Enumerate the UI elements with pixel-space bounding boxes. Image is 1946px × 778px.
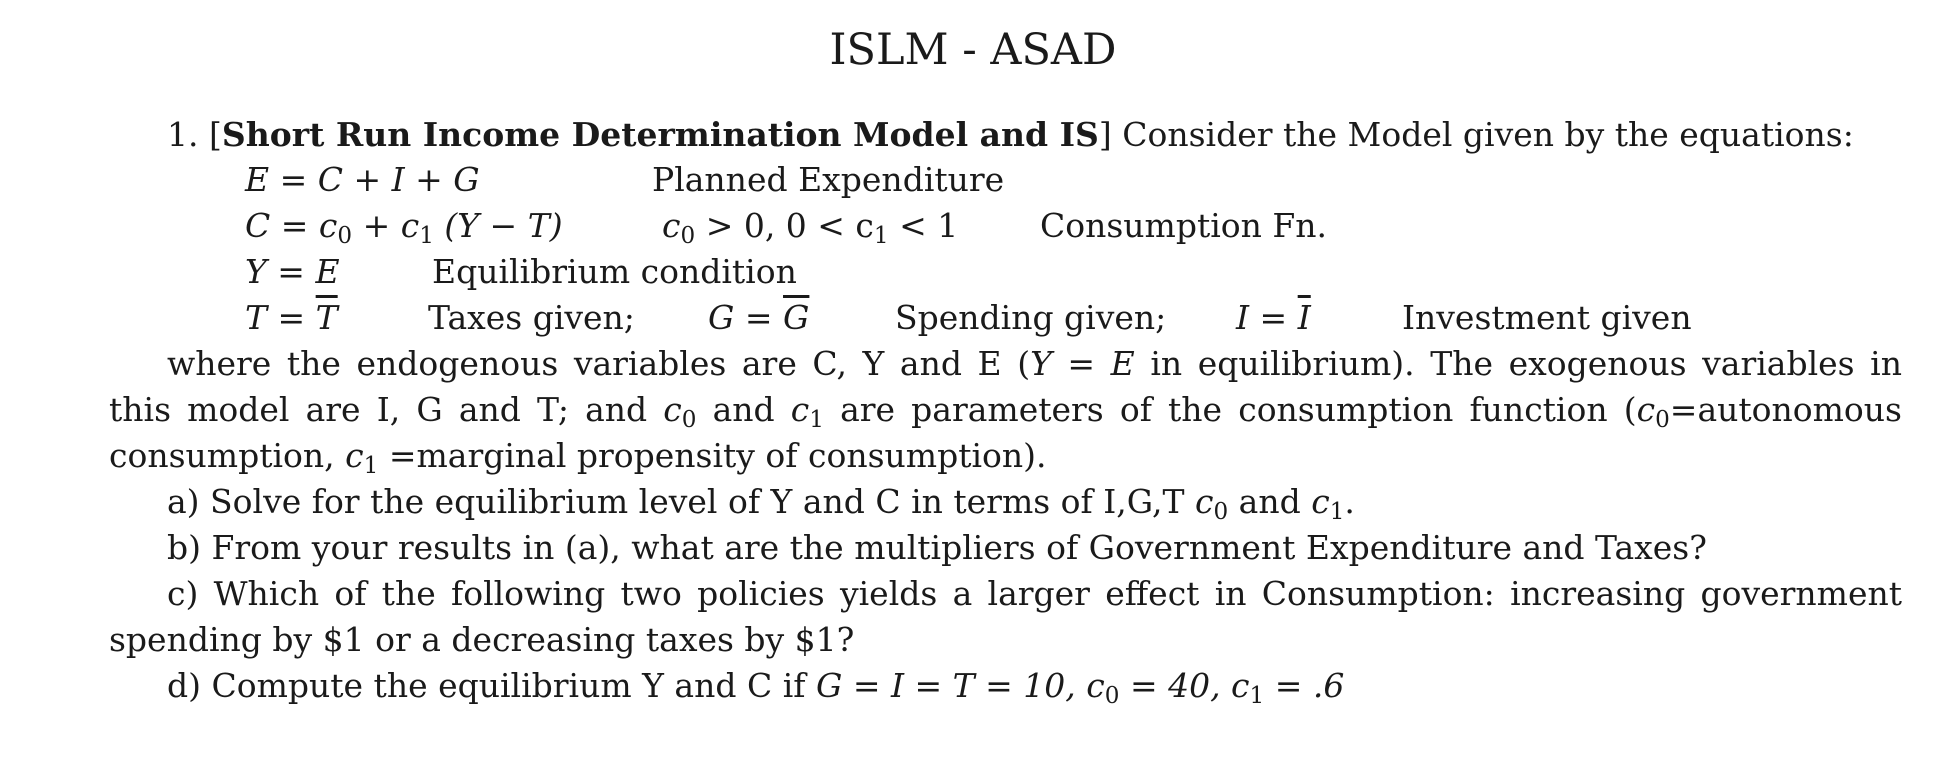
subscript: 0 bbox=[680, 222, 696, 249]
text: and bbox=[712, 390, 775, 429]
question-d bbox=[167, 666, 1345, 709]
text: =marginal propensity of consumption). bbox=[388, 436, 1047, 475]
subscript: 1 bbox=[1249, 682, 1265, 709]
equation-spending-label: Spending given; bbox=[895, 298, 1167, 337]
c1: c bbox=[345, 436, 364, 475]
problem-number: 1. bbox=[167, 115, 199, 154]
subscript: 0 bbox=[681, 406, 697, 433]
subscript: 0 bbox=[1104, 682, 1120, 709]
math: G = I = T = 10, c bbox=[815, 666, 1105, 705]
problem-heading-line: 1. [Short Run Income Determination Model and IS] Consider the Model given by the equations: bbox=[167, 115, 1854, 154]
eq-c0: c bbox=[318, 206, 338, 245]
text: in equilibrium). The exogenous variables in bbox=[1150, 344, 1902, 383]
subscript: 0 bbox=[1655, 406, 1670, 433]
equation-equilibrium: Y = E bbox=[245, 252, 340, 291]
equation-equilibrium-label: Equilibrium condition bbox=[432, 252, 797, 291]
eq-rhs: E bbox=[315, 252, 340, 291]
text: d) Compute the equilibrium Y and C if bbox=[167, 666, 806, 705]
equation-consumption-label: Consumption Fn. bbox=[1040, 206, 1328, 245]
page-title: ISLM - ASAD bbox=[829, 25, 1117, 75]
text: consumption, bbox=[109, 436, 335, 475]
eq-lhs: G bbox=[708, 298, 735, 337]
question-c-line-1: c) Which of the following two policies yields a larger effect in Consumption: increasing government bbox=[167, 574, 1902, 613]
equation-consumption-condition bbox=[662, 206, 959, 249]
text: a) Solve for the equilibrium level of Y and C in terms of I,G,T bbox=[167, 482, 1185, 521]
paragraph-line-3 bbox=[109, 436, 1047, 479]
problem-heading: Short Run Income Determination Model and IS bbox=[221, 115, 1099, 154]
paragraph-line-1 bbox=[167, 344, 1902, 384]
equation-taxes: $T = \overline{T}$ bbox=[245, 298, 338, 337]
subscript: 0 bbox=[1213, 498, 1229, 525]
equation-investment-label: Investment given bbox=[1402, 298, 1692, 337]
eq-lhs: T bbox=[245, 298, 268, 337]
eq-lhs: I bbox=[1236, 298, 1250, 337]
c0: c bbox=[1636, 390, 1656, 429]
math: Y = E bbox=[1030, 344, 1135, 383]
text: are parameters of the consumption function ( bbox=[840, 390, 1637, 429]
eq-rhs: $\overline{G}$ bbox=[783, 298, 810, 337]
cond-mid: > 0, 0 < c bbox=[705, 206, 874, 245]
equation-consumption: $C = c_0 + c_1$ (Y − T) bbox=[245, 206, 563, 249]
c1: c bbox=[790, 390, 810, 429]
math: = 40, c bbox=[1129, 666, 1250, 705]
subscript: 1 bbox=[809, 406, 824, 433]
text: this model are I, G and T; and bbox=[109, 390, 648, 429]
eq-lhs: E bbox=[245, 160, 270, 199]
math: = .6 bbox=[1274, 666, 1345, 705]
eq-lhs: Y bbox=[245, 252, 267, 291]
equation-taxes-label: Taxes given; bbox=[428, 298, 635, 337]
text: =autonomous bbox=[1669, 390, 1902, 429]
subscript: 1 bbox=[873, 222, 889, 249]
subscript: 0 bbox=[337, 222, 353, 249]
cond-c0: c bbox=[662, 206, 681, 245]
text: where the endogenous variables are C, Y and E ( bbox=[167, 344, 1031, 383]
c1: c bbox=[1311, 482, 1330, 521]
c0: c bbox=[1194, 482, 1214, 521]
eq-c1: + c bbox=[362, 206, 420, 245]
eq-lhs: C bbox=[245, 206, 271, 245]
equation-spending: $G = \overline{G}$ bbox=[708, 298, 810, 337]
text: and bbox=[1238, 482, 1301, 521]
eq-rhs: C + I + G bbox=[317, 160, 480, 199]
question-b: b) From your results in (a), what are the multipliers of Government Expenditure and Taxes? bbox=[167, 528, 1707, 567]
equation-investment: $I = \overline{I}$ bbox=[1236, 298, 1311, 337]
equation-expenditure-label: Planned Expenditure bbox=[652, 160, 1005, 199]
question-c-line-2: spending by $1 or a decreasing taxes by $1? bbox=[109, 620, 855, 659]
eq-yt: (Y − T) bbox=[444, 206, 563, 245]
c0: c bbox=[663, 390, 682, 429]
equation-expenditure: E = C + I + G bbox=[245, 160, 480, 199]
subscript: 1 bbox=[419, 222, 434, 249]
cond-end: < 1 bbox=[899, 206, 959, 245]
subscript: 1 bbox=[1329, 498, 1345, 525]
eq-rhs: $\overline{T}$ bbox=[315, 298, 338, 337]
problem-intro: Consider the Model given by the equations: bbox=[1122, 115, 1854, 154]
subscript: 1 bbox=[363, 452, 379, 479]
question-a: a) Solve for the equilibrium level of Y and C in terms of I,G,T $c_0$ and $c_1$. bbox=[167, 482, 1355, 525]
eq-rhs: $\overline{I}$ bbox=[1297, 298, 1311, 337]
paragraph-line-2 bbox=[109, 390, 1902, 433]
